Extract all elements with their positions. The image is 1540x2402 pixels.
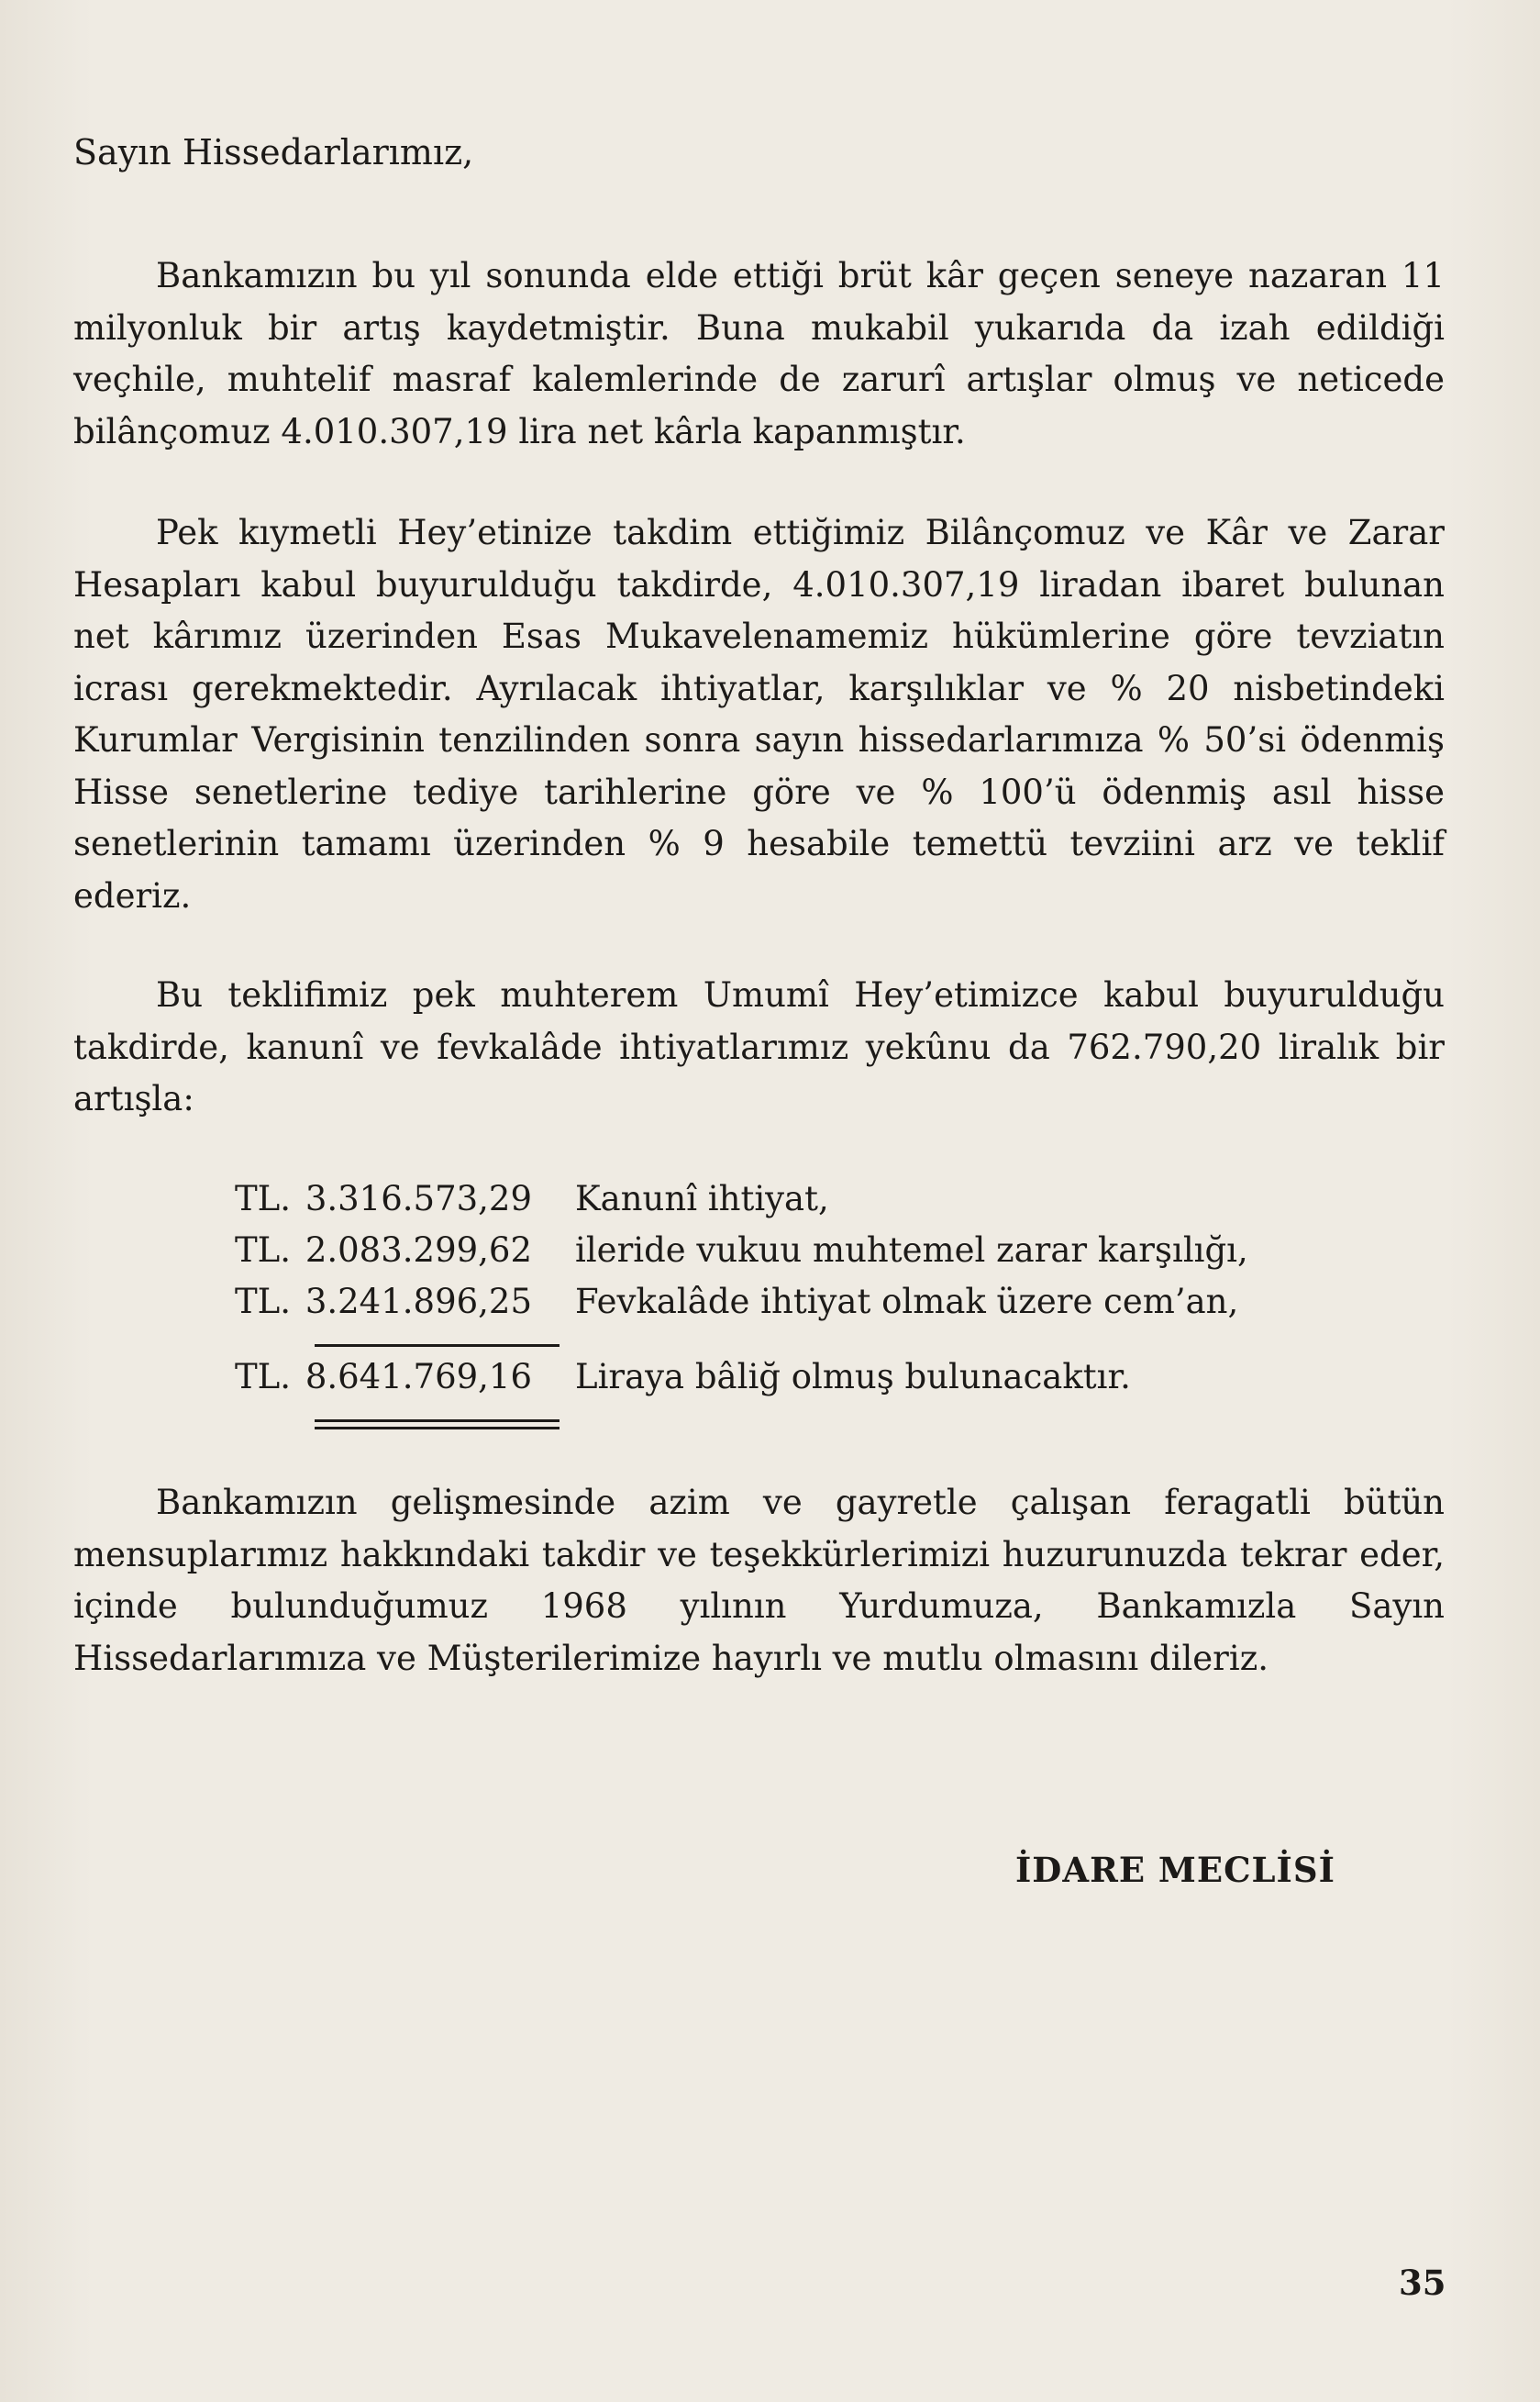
page-number: 35 bbox=[1399, 2263, 1446, 2303]
reserve-row-provision bbox=[0, 1228, 1540, 1273]
reserve-amount: 3.241.896,25 bbox=[305, 1282, 532, 1321]
reserve-amount: 2.083.299,62 bbox=[305, 1230, 532, 1270]
paragraph-reserves-intro: Bu teklifimiz pek muhterem Umumî Hey’etimizce kabul buyurulduğu takdirde, kanunî ve fevkalâde ihtiyatlarımız yekûnu da 762.790,20 liralık bir artışla: bbox=[73, 975, 1445, 1118]
reserve-amount: 3.316.573,29 bbox=[305, 1179, 532, 1218]
reserve-description: Fevkalâde ihtiyat olmak üzere cem’an, bbox=[575, 1282, 1239, 1321]
total-description: Liraya bâliğ olmuş bulunacaktır. bbox=[575, 1357, 1131, 1396]
sum-rule bbox=[315, 1344, 559, 1347]
paragraph-distribution-proposal: Pek kıymetli Hey’etinize takdim ettiğimiz Bilânçomuz ve Kâr ve Zarar Hesapları kabul buyurulduğu takdirde, 4.010.307,19 liradan ibaret bulunan net kârımız üzerinden Esas Mukavelenamemiz hükümlerine göre tevziatın icrası gerekmektedir. Ayrılacak ihtiyatlar, karşılıklar ve % 20 nisbetindeki Kurumlar Vergisinin tenzilinden sonra sayın hissedarlarımıza % 50’si ödenmiş Hisse senetlerine tediye tarihlerine göre ve % 100’ü ödenmiş asıl hisse senetlerinin tamamı üzerinden % 9 hesabile temettü tevziini arz ve teklif ederiz. bbox=[73, 513, 1445, 916]
double-rule-lower bbox=[315, 1427, 559, 1429]
salutation: Sayın Hissedarlarımız, bbox=[73, 132, 474, 172]
reserve-description: Kanunî ihtiyat, bbox=[575, 1179, 829, 1218]
signature: İDARE MECLİSİ bbox=[1015, 1850, 1335, 1890]
reserve-currency: TL. bbox=[235, 1282, 292, 1321]
reserve-total-row bbox=[0, 1354, 1540, 1400]
total-amount: 8.641.769,16 bbox=[305, 1357, 532, 1396]
reserve-row-legal bbox=[0, 1176, 1540, 1222]
paragraph-profit-summary: Bankamızın bu yıl sonunda elde ettiği brüt kâr geçen seneye nazaran 11 milyonluk bir artış kaydetmiştir. Buna mukabil yukarıda da izah edildiği veçhile, muhtelif masraf kalemlerinde de zarurî artışlar olmuş ve neticede bilânçomuz 4.010.307,19 lira net kârla kapanmıştır. bbox=[73, 256, 1445, 451]
reserve-currency: TL. bbox=[235, 1230, 292, 1270]
double-rule-upper bbox=[315, 1419, 559, 1422]
total-currency: TL. bbox=[235, 1357, 292, 1396]
reserve-currency: TL. bbox=[235, 1179, 292, 1218]
reserve-row-extraordinary bbox=[0, 1279, 1540, 1325]
paragraph-thanks: Bankamızın gelişmesinde azim ve gayretle çalışan feragatli bütün mensuplarımız hakkındaki takdir ve teşekkürlerimizi huzurunuzda tekrar eder, içinde bulunduğumuz 1968 yılının Yurdumuza, Bankamızla Sayın Hissedarlarımıza ve Müşterilerimize hayırlı ve mutlu olmasını dileriz. bbox=[73, 1483, 1445, 1678]
reserve-description: ileride vukuu muhtemel zarar karşılığı, bbox=[575, 1230, 1248, 1270]
